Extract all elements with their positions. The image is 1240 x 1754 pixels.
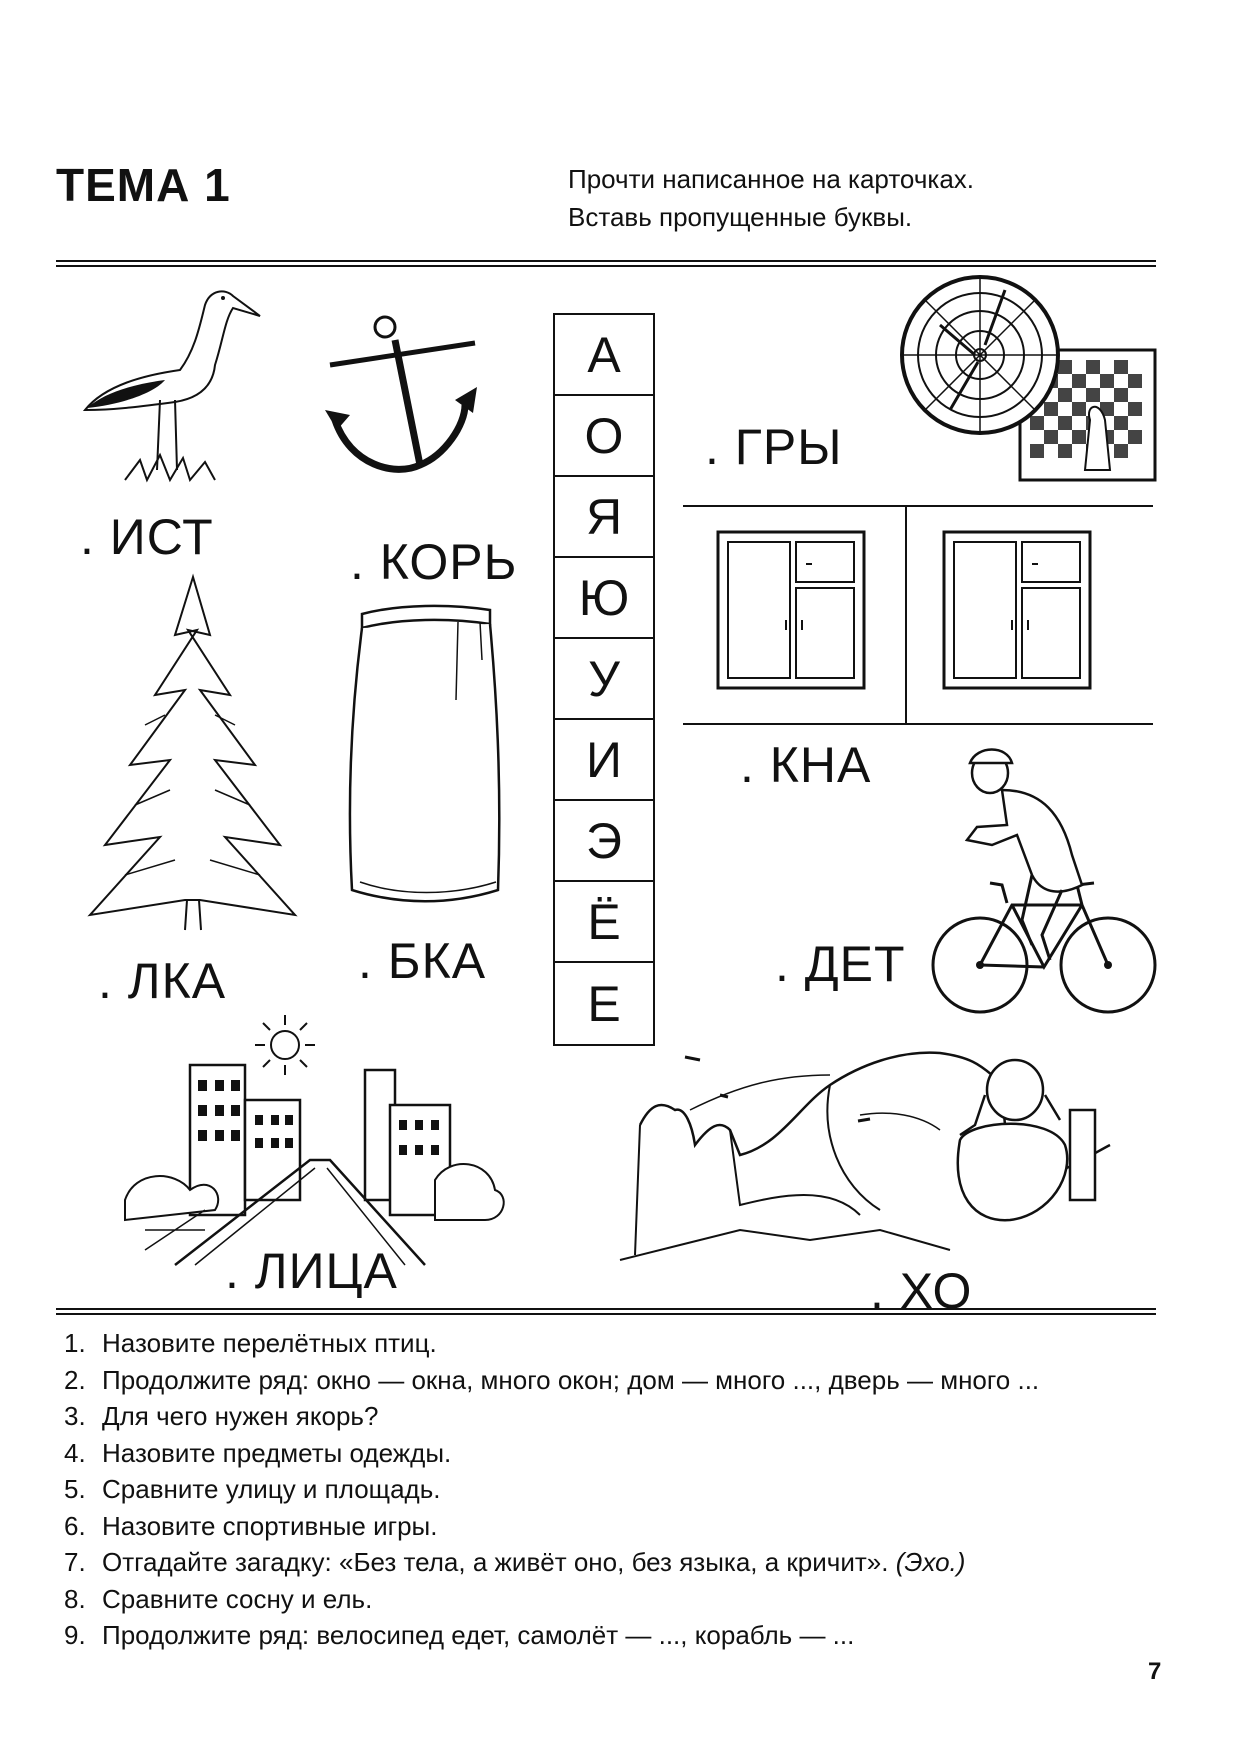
letter-column bbox=[553, 313, 655, 1046]
anchor-illustration bbox=[325, 305, 500, 485]
question-item bbox=[64, 1581, 1039, 1618]
letter-card: У bbox=[555, 639, 653, 720]
question-number: 3. bbox=[64, 1401, 86, 1431]
letter-card: Я bbox=[555, 477, 653, 558]
question-number: 7. bbox=[64, 1547, 86, 1577]
question-item bbox=[64, 1362, 1039, 1399]
window-left-illustration bbox=[716, 530, 866, 690]
riddle-answer: (Эхо.) bbox=[895, 1547, 966, 1577]
card-echo-word: . ХО bbox=[870, 1263, 973, 1319]
windows-bottom-line bbox=[683, 723, 1153, 725]
mountain-echo-illustration bbox=[620, 1035, 1140, 1260]
letter-card: И bbox=[555, 720, 653, 801]
windows-top-line bbox=[683, 505, 1153, 507]
question-text: Продолжите ряд: велосипед едет, самолёт — ..., корабль — ... bbox=[102, 1620, 855, 1650]
fir-tree-illustration bbox=[85, 575, 300, 935]
instruction-line-1: Прочти написанное на карточках. bbox=[568, 164, 974, 194]
question-item bbox=[64, 1508, 1039, 1545]
question-number: 5. bbox=[64, 1474, 86, 1504]
windows-divider bbox=[905, 505, 907, 723]
letter-card: Е bbox=[587, 975, 621, 1032]
letter-card: О bbox=[555, 396, 653, 477]
letter-card: Э bbox=[555, 801, 653, 882]
card-cyclist-word: . ДЕТ bbox=[775, 936, 906, 992]
questions-divider bbox=[56, 1308, 1156, 1315]
question-item bbox=[64, 1544, 1039, 1581]
question-text: Сравните сосну и ель. bbox=[102, 1583, 373, 1614]
question-item bbox=[64, 1398, 1039, 1435]
window-right-illustration bbox=[942, 530, 1092, 690]
cyclist-illustration bbox=[932, 745, 1157, 1020]
question-number: 6. bbox=[64, 1510, 86, 1541]
question-list bbox=[64, 1325, 1039, 1654]
page-title: ТЕМА 1 bbox=[56, 159, 231, 211]
skirt-illustration bbox=[340, 600, 505, 910]
question-item bbox=[64, 1471, 1039, 1508]
card-skirt-word: . БКА bbox=[358, 933, 487, 989]
darts-chess-illustration bbox=[900, 270, 1160, 490]
card-games-word: . ГРЫ bbox=[705, 419, 843, 475]
page-number: 7 bbox=[1148, 1658, 1162, 1685]
question-text: Сравните улицу и площадь. bbox=[102, 1474, 441, 1504]
question-text: Назовите предметы одежды. bbox=[102, 1437, 452, 1468]
street-illustration bbox=[115, 1010, 530, 1265]
instructions bbox=[568, 160, 974, 236]
card-anchor-word: . КОРЬ bbox=[350, 534, 518, 590]
question-text: Для чего нужен якорь? bbox=[102, 1401, 379, 1431]
question-number: 1. bbox=[64, 1328, 86, 1358]
card-fir-word: . ЛКА bbox=[98, 953, 227, 1009]
letter-card: А bbox=[555, 315, 653, 396]
question-number: 4. bbox=[64, 1437, 86, 1468]
instruction-line-2: Вставь пропущенные буквы. bbox=[568, 202, 913, 232]
question-number: 9. bbox=[64, 1620, 86, 1650]
question-item bbox=[64, 1325, 1039, 1362]
card-street-word: . ЛИЦА bbox=[225, 1243, 398, 1299]
letter-card: Ё bbox=[555, 882, 653, 963]
letter-card: Ю bbox=[555, 558, 653, 639]
question-text: Отгадайте загадку: «Без тела, а живёт оно, без языка, а кричит». bbox=[102, 1547, 889, 1577]
question-text: Назовите перелётных птиц. bbox=[102, 1328, 437, 1358]
card-windows-word: . КНА bbox=[740, 737, 872, 793]
question-item bbox=[64, 1617, 1039, 1654]
question-item bbox=[64, 1435, 1039, 1472]
stork-illustration bbox=[65, 280, 265, 490]
question-text: Продолжите ряд: окно — окна, много окон; дом — много ..., дверь — много ... bbox=[102, 1364, 1040, 1395]
question-number: 2. bbox=[64, 1364, 86, 1395]
header-divider bbox=[56, 260, 1156, 267]
question-text: Назовите спортивные игры. bbox=[102, 1510, 438, 1541]
card-stork-word: . ИСТ bbox=[80, 509, 214, 565]
question-number: 8. bbox=[64, 1583, 86, 1614]
